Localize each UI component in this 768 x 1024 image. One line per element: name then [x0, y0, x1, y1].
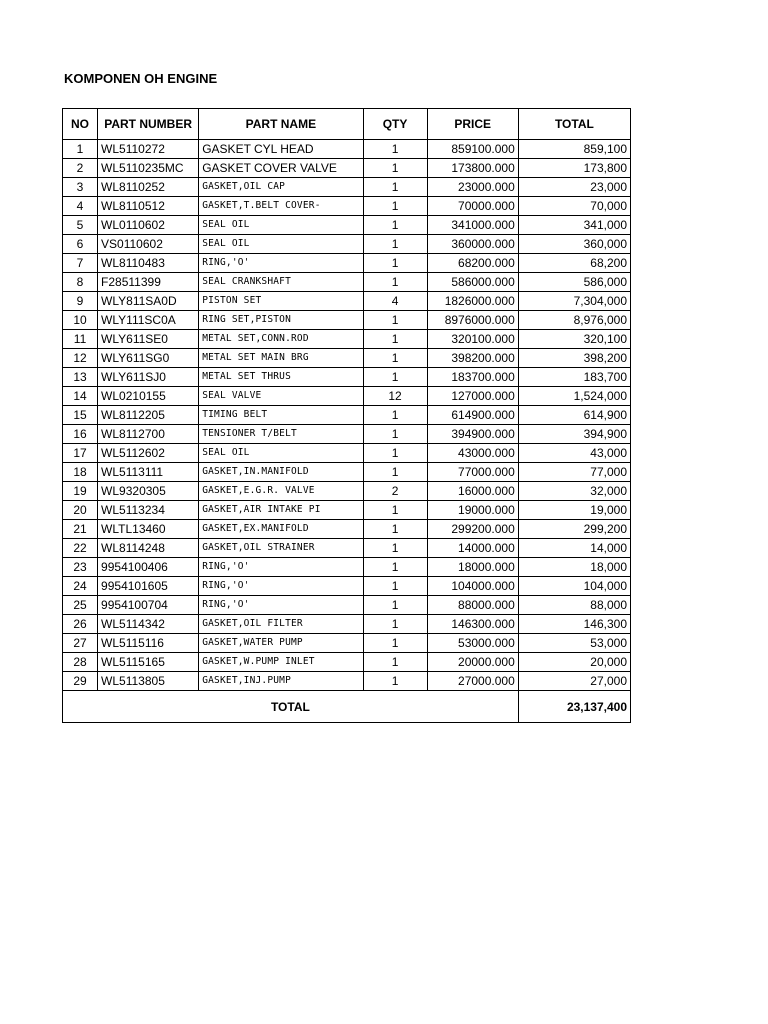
cell-no: 4	[63, 197, 98, 216]
cell-total: 586,000	[518, 273, 630, 292]
cell-price: 299200.000	[427, 520, 518, 539]
cell-part-number: WL5113111	[98, 463, 199, 482]
cell-qty: 1	[363, 140, 427, 159]
cell-part-name: GASKET,W.PUMP INLET	[199, 653, 363, 672]
cell-qty: 1	[363, 444, 427, 463]
cell-part-number: WLY111SC0A	[98, 311, 199, 330]
cell-qty: 2	[363, 482, 427, 501]
cell-total: 394,900	[518, 425, 630, 444]
cell-qty: 1	[363, 596, 427, 615]
cell-total: 146,300	[518, 615, 630, 634]
cell-no: 20	[63, 501, 98, 520]
cell-part-name: GASKET,INJ.PUMP	[199, 672, 363, 691]
cell-part-number: VS0110602	[98, 235, 199, 254]
cell-qty: 1	[363, 463, 427, 482]
cell-part-number: 9954100704	[98, 596, 199, 615]
cell-price: 16000.000	[427, 482, 518, 501]
cell-qty: 12	[363, 387, 427, 406]
cell-part-name: TIMING BELT	[199, 406, 363, 425]
cell-no: 29	[63, 672, 98, 691]
header-total: TOTAL	[518, 109, 630, 140]
cell-price: 173800.000	[427, 159, 518, 178]
cell-total: 341,000	[518, 216, 630, 235]
table-row	[63, 672, 631, 691]
table-row	[63, 197, 631, 216]
header-qty: QTY	[363, 109, 427, 140]
cell-part-name: GASKET,AIR INTAKE PI	[199, 501, 363, 520]
cell-part-number: WL5112602	[98, 444, 199, 463]
table-row	[63, 444, 631, 463]
table-row	[63, 463, 631, 482]
cell-total: 53,000	[518, 634, 630, 653]
cell-part-number: WL0110602	[98, 216, 199, 235]
cell-total: 23,000	[518, 178, 630, 197]
cell-qty: 1	[363, 539, 427, 558]
table-row	[63, 425, 631, 444]
cell-part-number: WL9320305	[98, 482, 199, 501]
table-header-row	[63, 109, 631, 140]
cell-part-number: WL5110272	[98, 140, 199, 159]
cell-no: 23	[63, 558, 98, 577]
cell-price: 77000.000	[427, 463, 518, 482]
cell-part-number: WL8112205	[98, 406, 199, 425]
cell-part-number: WL5113805	[98, 672, 199, 691]
cell-no: 15	[63, 406, 98, 425]
table-row	[63, 159, 631, 178]
cell-part-name: TENSIONER T/BELT	[199, 425, 363, 444]
cell-total: 14,000	[518, 539, 630, 558]
cell-price: 360000.000	[427, 235, 518, 254]
table-row	[63, 615, 631, 634]
table-row	[63, 520, 631, 539]
cell-qty: 1	[363, 273, 427, 292]
cell-part-name: RING,'O'	[199, 577, 363, 596]
cell-qty: 1	[363, 330, 427, 349]
cell-no: 2	[63, 159, 98, 178]
cell-price: 88000.000	[427, 596, 518, 615]
cell-total: 104,000	[518, 577, 630, 596]
cell-part-number: WLY811SA0D	[98, 292, 199, 311]
table-row	[63, 311, 631, 330]
cell-qty: 1	[363, 634, 427, 653]
cell-no: 26	[63, 615, 98, 634]
cell-no: 13	[63, 368, 98, 387]
cell-total: 19,000	[518, 501, 630, 520]
cell-price: 20000.000	[427, 653, 518, 672]
header-part-name: PART NAME	[199, 109, 363, 140]
cell-price: 859100.000	[427, 140, 518, 159]
cell-qty: 1	[363, 178, 427, 197]
cell-part-name: GASKET COVER VALVE	[199, 159, 363, 178]
table-row	[63, 387, 631, 406]
cell-price: 43000.000	[427, 444, 518, 463]
cell-part-name: PISTON SET	[199, 292, 363, 311]
cell-part-number: WL5115165	[98, 653, 199, 672]
cell-price: 341000.000	[427, 216, 518, 235]
cell-part-number: WL8110483	[98, 254, 199, 273]
cell-total: 360,000	[518, 235, 630, 254]
cell-part-number: 9954101605	[98, 577, 199, 596]
cell-qty: 4	[363, 292, 427, 311]
table-row	[63, 216, 631, 235]
cell-part-name: GASKET,E.G.R. VALVE	[199, 482, 363, 501]
cell-price: 53000.000	[427, 634, 518, 653]
cell-price: 14000.000	[427, 539, 518, 558]
cell-part-number: WL8110252	[98, 178, 199, 197]
cell-part-name: RING,'O'	[199, 254, 363, 273]
cell-part-number: WLY611SE0	[98, 330, 199, 349]
table-row	[63, 292, 631, 311]
cell-part-name: GASKET,EX.MANIFOLD	[199, 520, 363, 539]
cell-price: 1826000.000	[427, 292, 518, 311]
cell-qty: 1	[363, 254, 427, 273]
cell-part-number: WL5110235MC	[98, 159, 199, 178]
cell-total: 173,800	[518, 159, 630, 178]
table-row	[63, 330, 631, 349]
cell-qty: 1	[363, 406, 427, 425]
cell-no: 10	[63, 311, 98, 330]
cell-part-name: METAL SET THRUS	[199, 368, 363, 387]
cell-total: 614,900	[518, 406, 630, 425]
cell-no: 17	[63, 444, 98, 463]
cell-qty: 1	[363, 577, 427, 596]
cell-total: 320,100	[518, 330, 630, 349]
cell-no: 9	[63, 292, 98, 311]
cell-price: 68200.000	[427, 254, 518, 273]
cell-total: 859,100	[518, 140, 630, 159]
cell-part-number: F28511399	[98, 273, 199, 292]
table-row	[63, 349, 631, 368]
cell-no: 21	[63, 520, 98, 539]
cell-qty: 1	[363, 558, 427, 577]
cell-part-number: WL8110512	[98, 197, 199, 216]
cell-part-number: WL8112700	[98, 425, 199, 444]
cell-part-number: WLTL13460	[98, 520, 199, 539]
table-row	[63, 368, 631, 387]
table-row	[63, 140, 631, 159]
cell-part-number: WL5113234	[98, 501, 199, 520]
cell-price: 586000.000	[427, 273, 518, 292]
cell-price: 320100.000	[427, 330, 518, 349]
cell-no: 25	[63, 596, 98, 615]
cell-price: 70000.000	[427, 197, 518, 216]
table-row	[63, 558, 631, 577]
cell-qty: 1	[363, 672, 427, 691]
cell-part-name: SEAL OIL	[199, 216, 363, 235]
cell-price: 19000.000	[427, 501, 518, 520]
cell-part-name: RING,'O'	[199, 558, 363, 577]
grand-total-label: TOTAL	[63, 691, 519, 723]
cell-part-name: SEAL OIL	[199, 235, 363, 254]
cell-part-name: RING,'O'	[199, 596, 363, 615]
cell-total: 183,700	[518, 368, 630, 387]
cell-no: 11	[63, 330, 98, 349]
cell-part-name: METAL SET,CONN.ROD	[199, 330, 363, 349]
cell-price: 183700.000	[427, 368, 518, 387]
cell-qty: 1	[363, 235, 427, 254]
cell-part-name: GASKET,IN.MANIFOLD	[199, 463, 363, 482]
table-row	[63, 539, 631, 558]
table-row	[63, 273, 631, 292]
cell-part-number: 9954100406	[98, 558, 199, 577]
cell-total: 70,000	[518, 197, 630, 216]
cell-qty: 1	[363, 615, 427, 634]
cell-total: 20,000	[518, 653, 630, 672]
cell-qty: 1	[363, 159, 427, 178]
cell-price: 27000.000	[427, 672, 518, 691]
cell-part-name: METAL SET MAIN BRG	[199, 349, 363, 368]
cell-part-name: RING SET,PISTON	[199, 311, 363, 330]
cell-no: 6	[63, 235, 98, 254]
cell-total: 7,304,000	[518, 292, 630, 311]
cell-part-name: GASKET,WATER PUMP	[199, 634, 363, 653]
cell-price: 23000.000	[427, 178, 518, 197]
cell-no: 16	[63, 425, 98, 444]
cell-part-number: WLY611SJ0	[98, 368, 199, 387]
cell-no: 14	[63, 387, 98, 406]
header-no: NO	[63, 109, 98, 140]
cell-part-number: WL0210155	[98, 387, 199, 406]
table-row	[63, 254, 631, 273]
cell-part-number: WL5114342	[98, 615, 199, 634]
table-body	[63, 140, 631, 691]
cell-price: 8976000.000	[427, 311, 518, 330]
cell-total: 43,000	[518, 444, 630, 463]
cell-part-name: GASKET,OIL FILTER	[199, 615, 363, 634]
cell-price: 614900.000	[427, 406, 518, 425]
table-row	[63, 235, 631, 254]
cell-qty: 1	[363, 197, 427, 216]
cell-qty: 1	[363, 368, 427, 387]
table-row	[63, 634, 631, 653]
table-row	[63, 653, 631, 672]
cell-part-name: SEAL CRANKSHAFT	[199, 273, 363, 292]
cell-part-name: GASKET,OIL STRAINER	[199, 539, 363, 558]
cell-qty: 1	[363, 501, 427, 520]
cell-no: 5	[63, 216, 98, 235]
cell-qty: 1	[363, 520, 427, 539]
cell-no: 1	[63, 140, 98, 159]
cell-price: 18000.000	[427, 558, 518, 577]
cell-part-number: WL8114248	[98, 539, 199, 558]
cell-total: 299,200	[518, 520, 630, 539]
cell-no: 22	[63, 539, 98, 558]
cell-qty: 1	[363, 311, 427, 330]
cell-price: 127000.000	[427, 387, 518, 406]
cell-part-number: WLY611SG0	[98, 349, 199, 368]
cell-total: 88,000	[518, 596, 630, 615]
cell-part-name: GASKET,T.BELT COVER-	[199, 197, 363, 216]
cell-qty: 1	[363, 425, 427, 444]
cell-part-name: GASKET,OIL CAP	[199, 178, 363, 197]
cell-total: 398,200	[518, 349, 630, 368]
cell-total: 8,976,000	[518, 311, 630, 330]
cell-price: 398200.000	[427, 349, 518, 368]
parts-table	[62, 108, 631, 723]
table-row	[63, 406, 631, 425]
cell-no: 19	[63, 482, 98, 501]
cell-price: 394900.000	[427, 425, 518, 444]
table-row	[63, 482, 631, 501]
cell-no: 3	[63, 178, 98, 197]
cell-total: 27,000	[518, 672, 630, 691]
cell-price: 146300.000	[427, 615, 518, 634]
cell-no: 18	[63, 463, 98, 482]
cell-no: 12	[63, 349, 98, 368]
cell-total: 68,200	[518, 254, 630, 273]
cell-total: 18,000	[518, 558, 630, 577]
cell-no: 27	[63, 634, 98, 653]
table-row	[63, 596, 631, 615]
cell-no: 7	[63, 254, 98, 273]
table-row	[63, 178, 631, 197]
table-total-row	[63, 691, 631, 723]
header-part-number: PART NUMBER	[98, 109, 199, 140]
document-title: KOMPONEN OH ENGINE	[64, 71, 218, 86]
cell-part-number: WL5115116	[98, 634, 199, 653]
table-row	[63, 577, 631, 596]
header-price: PRICE	[427, 109, 518, 140]
cell-part-name: SEAL VALVE	[199, 387, 363, 406]
grand-total-value: 23,137,400	[518, 691, 630, 723]
cell-qty: 1	[363, 349, 427, 368]
cell-qty: 1	[363, 653, 427, 672]
cell-part-name: GASKET CYL HEAD	[199, 140, 363, 159]
cell-total: 32,000	[518, 482, 630, 501]
cell-qty: 1	[363, 216, 427, 235]
table-row	[63, 501, 631, 520]
cell-part-name: SEAL OIL	[199, 444, 363, 463]
cell-no: 24	[63, 577, 98, 596]
cell-total: 77,000	[518, 463, 630, 482]
cell-no: 8	[63, 273, 98, 292]
cell-price: 104000.000	[427, 577, 518, 596]
cell-no: 28	[63, 653, 98, 672]
cell-total: 1,524,000	[518, 387, 630, 406]
